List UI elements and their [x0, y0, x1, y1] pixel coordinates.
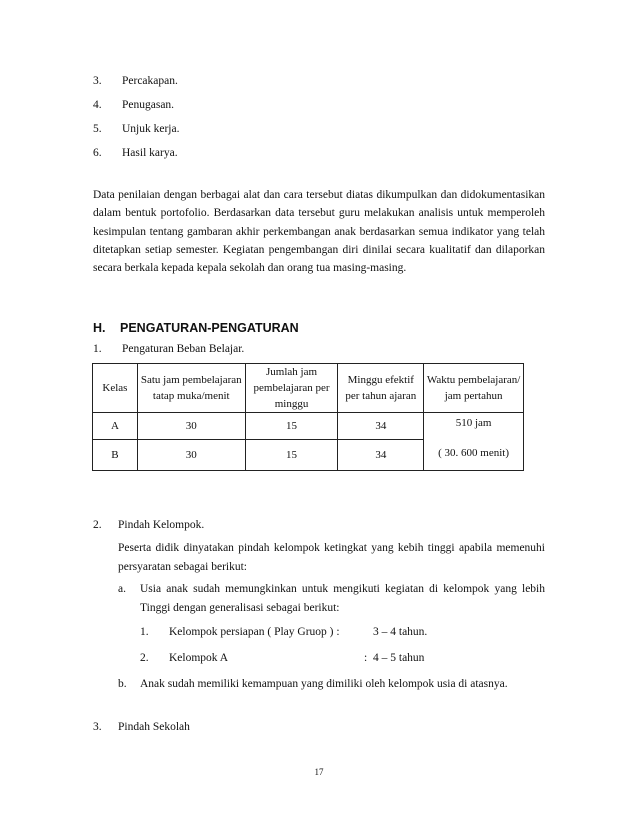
- list-text: Hasil karya.: [122, 147, 178, 159]
- section-heading: [93, 321, 299, 335]
- list-text: Percakapan.: [122, 75, 178, 87]
- beban-belajar-table: [92, 363, 524, 471]
- age-item-number: 2.: [140, 652, 149, 664]
- item-title: Pengaturan Beban Belajar.: [122, 343, 245, 355]
- cell-minggu: 34: [338, 440, 424, 471]
- cell-jumlah: 15: [245, 440, 338, 471]
- section-letter: H.: [93, 321, 106, 335]
- waktu-sub: ( 30. 600 menit): [438, 447, 510, 459]
- cell-kelas: B: [93, 440, 138, 471]
- cell-waktu: [424, 413, 524, 471]
- table-header-row: [93, 364, 524, 413]
- sub-item-text: Usia anak sudah memungkinkan untuk mengikuti kegiatan di kelompok yang lebih Tinggi dengan generalisasi sebagai berikut:: [140, 583, 545, 614]
- header-minggu-efektif: Minggu efektif per tahun ajaran: [338, 364, 424, 413]
- body-paragraph: Data penilaian dengan berbagai alat dan cara tersebut diatas dikumpulkan dan didokumentasikan dalam bentuk portofolio. Berdasarkan data tersebut guru melakukan analisis untuk memperoleh kesimpulan tentang gambaran akhir perkembangan anak berdasarkan semua indikator yang telah ditetapkan setiap semester. Kegiatan pengembangan diri dinilai secara kualitatif dan dilaporkan secara berkala kepada kepala sekolah dan orang tua masing-masing.: [93, 189, 545, 275]
- list-number: 3.: [93, 75, 102, 87]
- age-item-number: 1.: [140, 626, 149, 638]
- list-text: Penugasan.: [122, 99, 175, 111]
- age-item-name: Kelompok A: [169, 652, 229, 664]
- sub-item-label: a.: [118, 583, 126, 595]
- waktu-main: 510 jam: [455, 417, 492, 429]
- item-title: Pindah Kelompok.: [118, 519, 205, 531]
- cell-satu-jam: 30: [137, 440, 245, 471]
- item-number: 2.: [93, 519, 102, 531]
- item-intro: Peserta didik dinyatakan pindah kelompok ketingkat yang kebih tinggi apabila memenuhi persyaratan sebagai berikut:: [118, 542, 545, 573]
- item-title: Pindah Sekolah: [118, 721, 190, 733]
- cell-satu-jam: 30: [137, 413, 245, 440]
- sub-item-text: Anak sudah memiliki kemampuan yang dimiliki oleh kelompok usia di atasnya.: [140, 678, 508, 690]
- age-item-range: 3 – 4 tahun.: [373, 626, 428, 638]
- age-item-colon: :: [364, 652, 368, 664]
- cell-jumlah: 15: [245, 413, 338, 440]
- section-title: PENGATURAN-PENGATURAN: [120, 321, 299, 335]
- list-text: Unjuk kerja.: [122, 123, 180, 135]
- header-satu-jam: Satu jam pembelajaran tatap muka/menit: [137, 364, 245, 413]
- sub-item-label: b.: [118, 678, 127, 690]
- cell-kelas: A: [93, 413, 138, 440]
- table-row: [93, 413, 524, 440]
- age-item-range: 4 – 5 tahun: [373, 652, 425, 664]
- list-number: 4.: [93, 99, 102, 111]
- header-jumlah-jam: Jumlah jam pembelajaran per minggu: [245, 364, 338, 413]
- header-waktu: Waktu pembelajaran/ jam pertahun: [424, 364, 524, 413]
- page-number: 17: [314, 767, 324, 777]
- item-number: 3.: [93, 721, 102, 733]
- cell-minggu: 34: [338, 413, 424, 440]
- list-number: 5.: [93, 123, 102, 135]
- item-number: 1.: [93, 343, 102, 355]
- header-kelas: Kelas: [93, 364, 138, 413]
- age-item-name: Kelompok persiapan ( Play Gruop ) :: [169, 626, 340, 638]
- list-number: 6.: [93, 147, 102, 159]
